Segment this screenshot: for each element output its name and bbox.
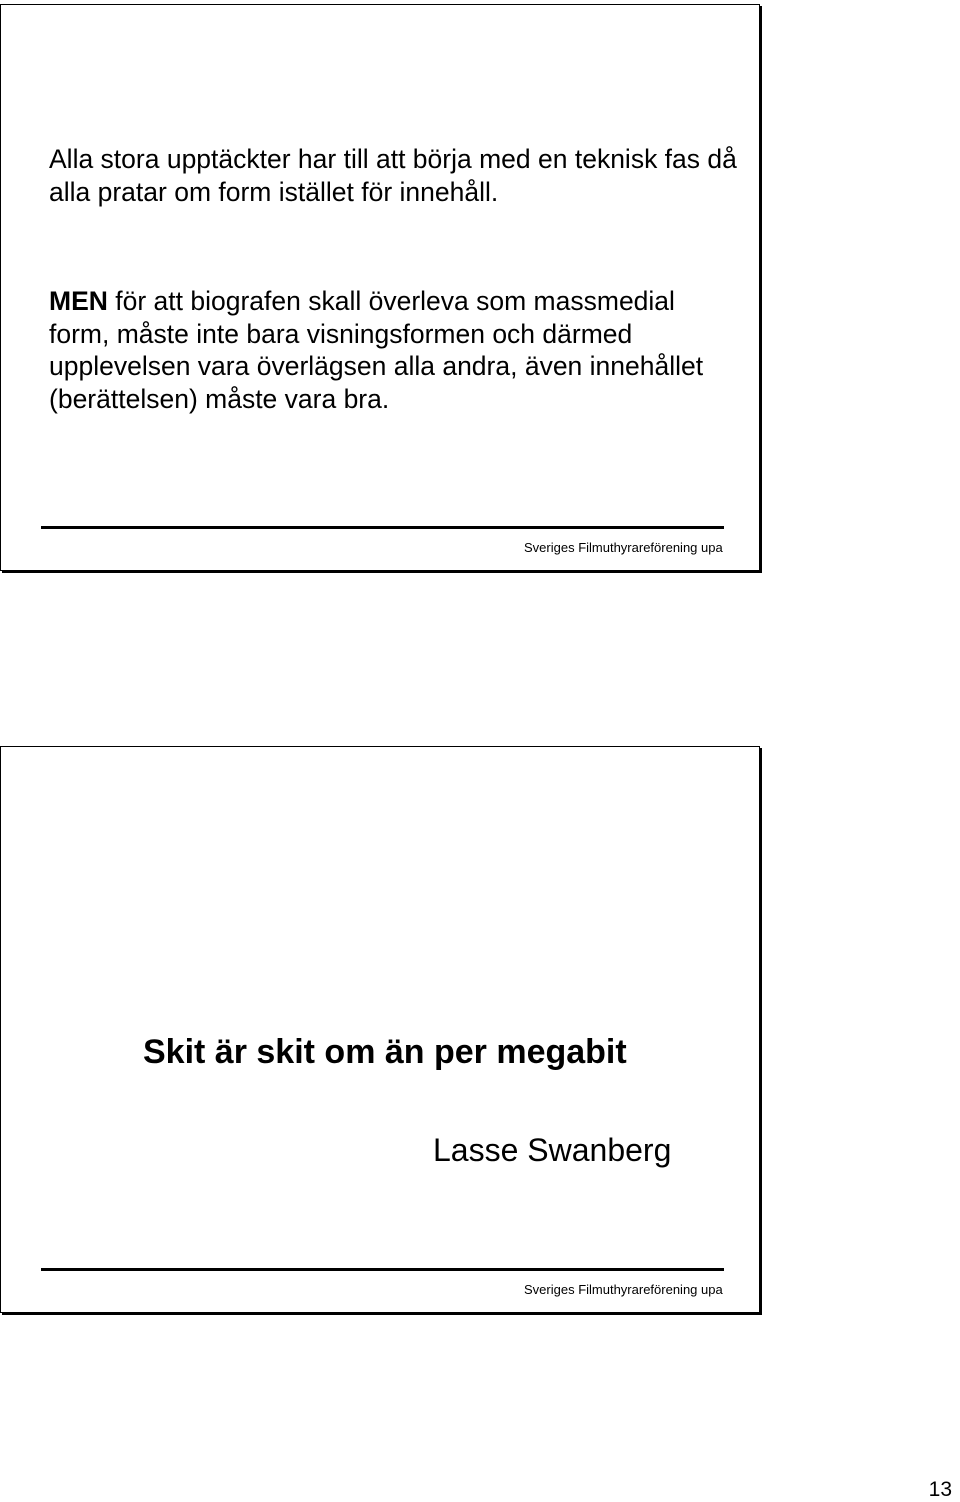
quote-text: Skit är skit om än per megabit: [143, 1033, 627, 1071]
slide-footer: Sveriges Filmuthyrareförening upa: [524, 540, 723, 555]
slide-1-paragraph-2: [49, 285, 739, 415]
paragraph-text: Alla stora upptäckter har till att börja med en teknisk fas då alla pratar om form istället för innehåll.: [49, 144, 737, 207]
quote-author: Lasse Swanberg: [433, 1132, 672, 1168]
footer-rule: [41, 526, 724, 529]
footer-rule: [41, 1268, 724, 1271]
emphasis-men: MEN: [49, 286, 108, 316]
slide-1: [0, 4, 760, 571]
slide-2: [0, 746, 760, 1313]
slide-footer: Sveriges Filmuthyrareförening upa: [524, 1282, 723, 1297]
slide-1-paragraph-1: [49, 143, 739, 208]
paragraph-text: för att biografen skall överleva som massmedial form, måste inte bara visningsformen och därmed upplevelsen vara överlägsen alla andra, även innehållet (berättelsen) måste vara bra.: [49, 286, 704, 414]
page-number: 13: [928, 1478, 952, 1501]
